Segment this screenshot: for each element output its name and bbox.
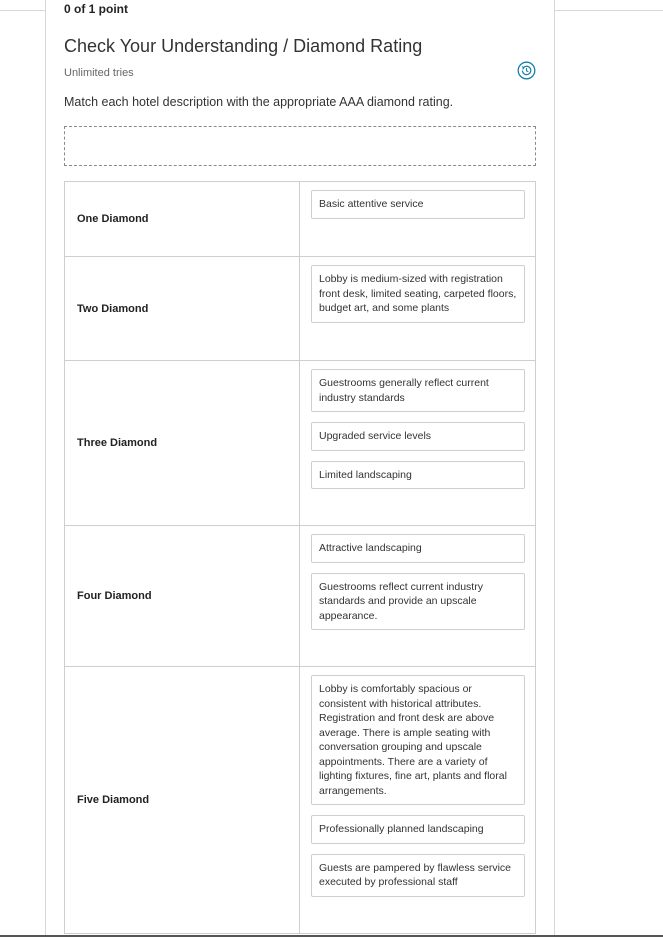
matching-table	[64, 181, 536, 934]
draggable-answer-card[interactable]: Guestrooms reflect current industry standards and provide an upscale appearance.	[311, 573, 525, 631]
answer-slot[interactable]	[311, 534, 525, 640]
answer-slot[interactable]	[311, 369, 525, 499]
rating-label: One Diamond	[65, 182, 300, 256]
rating-label: Four Diamond	[65, 526, 300, 666]
rating-label: Two Diamond	[65, 257, 300, 360]
draggable-answer-card[interactable]: Guests are pampered by flawless service executed by professional staff	[311, 854, 525, 897]
answer-slot[interactable]	[311, 675, 525, 907]
table-row	[65, 361, 535, 526]
draggable-answer-card[interactable]: Basic attentive service	[311, 190, 525, 219]
draggable-answer-card[interactable]: Attractive landscaping	[311, 534, 525, 563]
draggable-answer-card[interactable]: Guestrooms generally reflect current industry standards	[311, 369, 525, 412]
rating-label: Five Diamond	[65, 667, 300, 933]
history-icon[interactable]	[517, 61, 536, 80]
question-title: Check Your Understanding / Diamond Rating	[64, 36, 423, 56]
table-row	[65, 182, 535, 257]
draggable-answer-card[interactable]: Lobby is comfortably spacious or consistent with historical attributes. Registration and front desk are above average. There is ample seating with conversation grouping and upscale appointments. There are a variety of lighting fixtures, fine art, plants and floral arrangements.	[311, 675, 525, 805]
instructions: Match each hotel description with the appropriate AAA diamond rating.	[64, 95, 454, 109]
table-row	[65, 667, 535, 933]
tries-label: Unlimited tries	[64, 67, 134, 79]
draggable-answer-card[interactable]: Lobby is medium-sized with registration front desk, limited seating, carpeted floors, budget art, and some plants	[311, 265, 525, 323]
answer-slot[interactable]	[311, 190, 525, 229]
rating-label: Three Diamond	[65, 361, 300, 525]
draggable-answer-card[interactable]: Limited landscaping	[311, 461, 525, 490]
draggable-answer-card[interactable]: Professionally planned landscaping	[311, 815, 525, 844]
table-row	[65, 526, 535, 667]
draggable-answer-card[interactable]: Upgraded service levels	[311, 422, 525, 451]
points-label: 0 of 1 point	[64, 2, 128, 16]
answer-slot[interactable]	[311, 265, 525, 333]
table-row	[65, 257, 535, 361]
answer-drop-zone[interactable]	[64, 126, 536, 166]
